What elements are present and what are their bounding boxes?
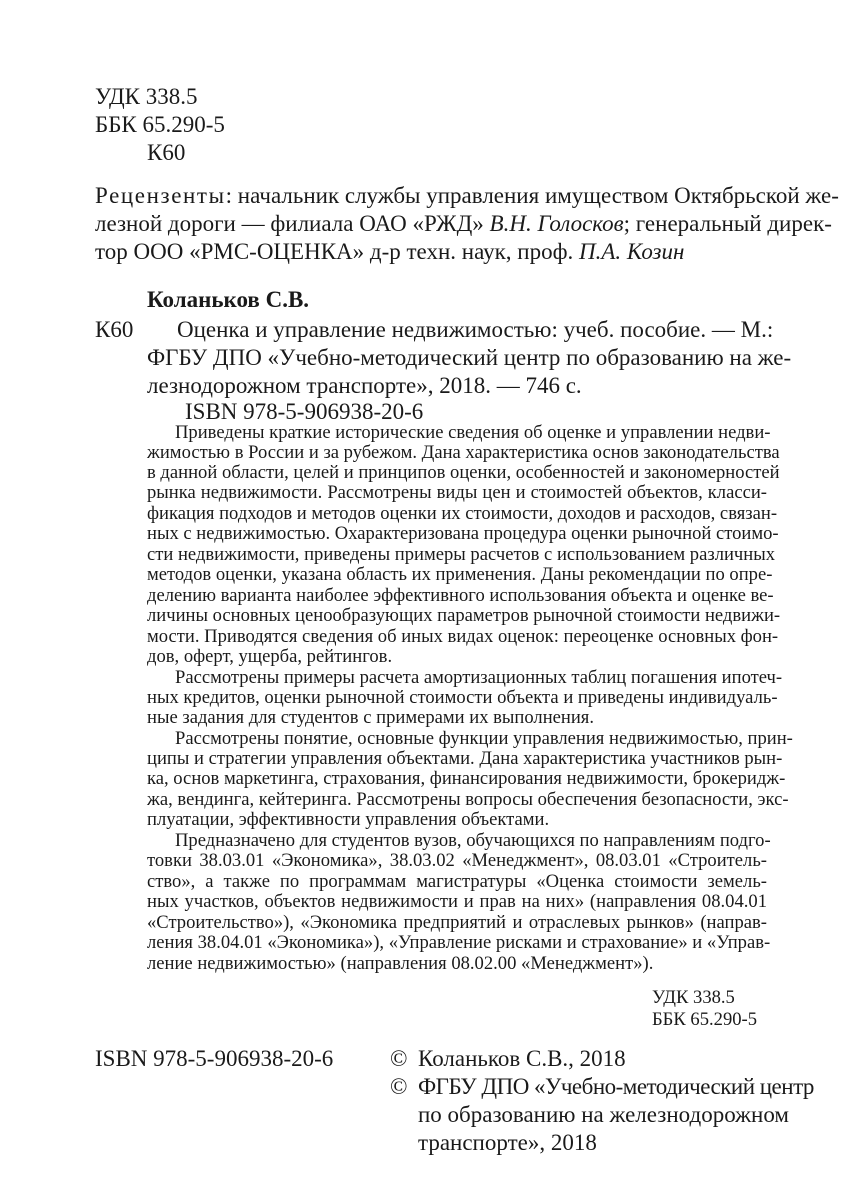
copyright-publisher-line: транспорте», 2018 [418,1130,597,1155]
abstract-line: плуатации, эффективности управления объектами. [147,809,550,830]
copyright-author: Коланьков С.В., 2018 [418,1046,626,1071]
reviewers-label: Рецензенты [95,183,226,208]
reviewers-line-2: лезной дороги — филиала ОАО «РЖД» В.Н. Голосков; генеральный дирек- [95,211,832,236]
udk-code-right: УДК 338.5 [652,987,735,1008]
abstract-line: жимостью в России и за рубежом. Дана характеристика основ законодательства [147,442,780,463]
author-mark: К60 [147,140,186,165]
udk-code: УДК 338.5 [95,84,198,109]
copyright-icon: © [390,1074,408,1099]
abstract-line: жа, вендинга, кейтеринга. Рассмотрены вопросы обеспечения безопасности, экс- [147,789,789,810]
title-line: лезнодорожном транспорте», 2018. — 746 с. [147,373,582,398]
abstract-line: ление недвижимостью» (направления 08.02.00 «Менеджмент»). [147,953,654,974]
abstract-line: ство», а также по программам магистратуры «Оценка стоимости земель- [147,871,767,892]
classification-code: К60 [95,317,134,342]
reviewer-name: В.Н. Голосков [489,211,624,236]
reviewer-name: П.А. Козин [579,239,685,264]
title-line: Оценка и управление недвижимостью: учеб. пособие. — М.: [177,317,774,342]
copyright-icon: © [390,1046,408,1071]
copyright-publisher: ФГБУ ДПО «Учебно-методический центр [418,1074,814,1099]
abstract-line: мости. Приводятся сведения об иных видах оценок: переоценке основных фон- [147,626,779,647]
abstract-line: ных с недвижимостью. Охарактеризована процедура оценки рыночной стоимо- [147,523,779,544]
bbk-code-right: ББК 65.290-5 [652,1009,758,1030]
abstract-line: Рассмотрены примеры расчета амортизационных таблиц погашения ипотеч- [175,667,783,688]
abstract-line: ления 38.04.01 «Экономика»), «Управление рисками и страхование» и «Управ- [147,932,771,953]
reviewers-line-3: тор ООО «РМС-ОЦЕНКА» д-р техн. наук, проф. П.А. Козин [95,239,685,264]
abstract-line: методов оценки, указана область их применения. Даны рекомендации по опре- [147,564,773,585]
author-name: Коланьков С.В. [147,287,310,312]
abstract-line: личины основных ценообразующих параметров рыночной стоимости недвижи- [147,605,781,626]
abstract-line: в данной области, целей и принципов оценки, особенностей и закономерностей [147,462,780,483]
abstract-line: Рассмотрены понятие, основные функции управления недвижимостью, прин- [175,728,793,749]
abstract-line: ных участков, объектов недвижимости и прав на них» (направления 08.04.01 [147,891,767,912]
abstract-line: ных кредитов, оценки рыночной стоимости объекта и приведены индивидуаль- [147,687,778,708]
abstract-line: Предназначено для студентов вузов, обучающихся по направлениям подго- [175,830,771,851]
abstract-line: дов, оферт, ущерба, рейтингов. [147,646,393,667]
title-line: ФГБУ ДПО «Учебно-методический центр по образованию на же- [147,345,792,370]
abstract-line: сти недвижимости, приведены примеры расчетов с использованием различных [147,544,776,565]
abstract-line: Приведены краткие исторические сведения об оценке и управлении недви- [175,422,771,443]
isbn-main: ISBN 978-5-906938-20-6 [185,399,424,424]
isbn-bottom: ISBN 978-5-906938-20-6 [95,1046,334,1071]
copyright-publisher-line: по образованию на железнодорожном [418,1102,789,1127]
abstract-line: товки 38.03.01 «Экономика», 38.03.02 «Менеджмент», 08.03.01 «Строитель- [147,850,767,871]
abstract-line: ципы и стратегии управления объектами. Дана характеристика участников рын- [147,748,783,769]
abstract-line: ка, основ маркетинга, страхования, финансирования недвижимости, брокеридж- [147,768,786,789]
abstract-line: фикация подходов и методов оценки их стоимости, доходов и расходов, связан- [147,503,778,524]
abstract-line: «Строительство»), «Экономика предприятий и отраслевых рынков» (направ- [147,912,767,933]
reviewers-line-1: Рецензенты: начальник службы управления имуществом Октябрьской же- [95,183,839,208]
abstract-line: ные задания для студентов с примерами их выполнения. [147,707,595,728]
bbk-code: ББК 65.290-5 [95,112,225,137]
abstract-line: рынка недвижимости. Рассмотрены виды цен и стоимостей объектов, класси- [147,482,767,503]
abstract-line: делению варианта наиболее эффективного использования объекта и оценке ве- [147,585,774,606]
